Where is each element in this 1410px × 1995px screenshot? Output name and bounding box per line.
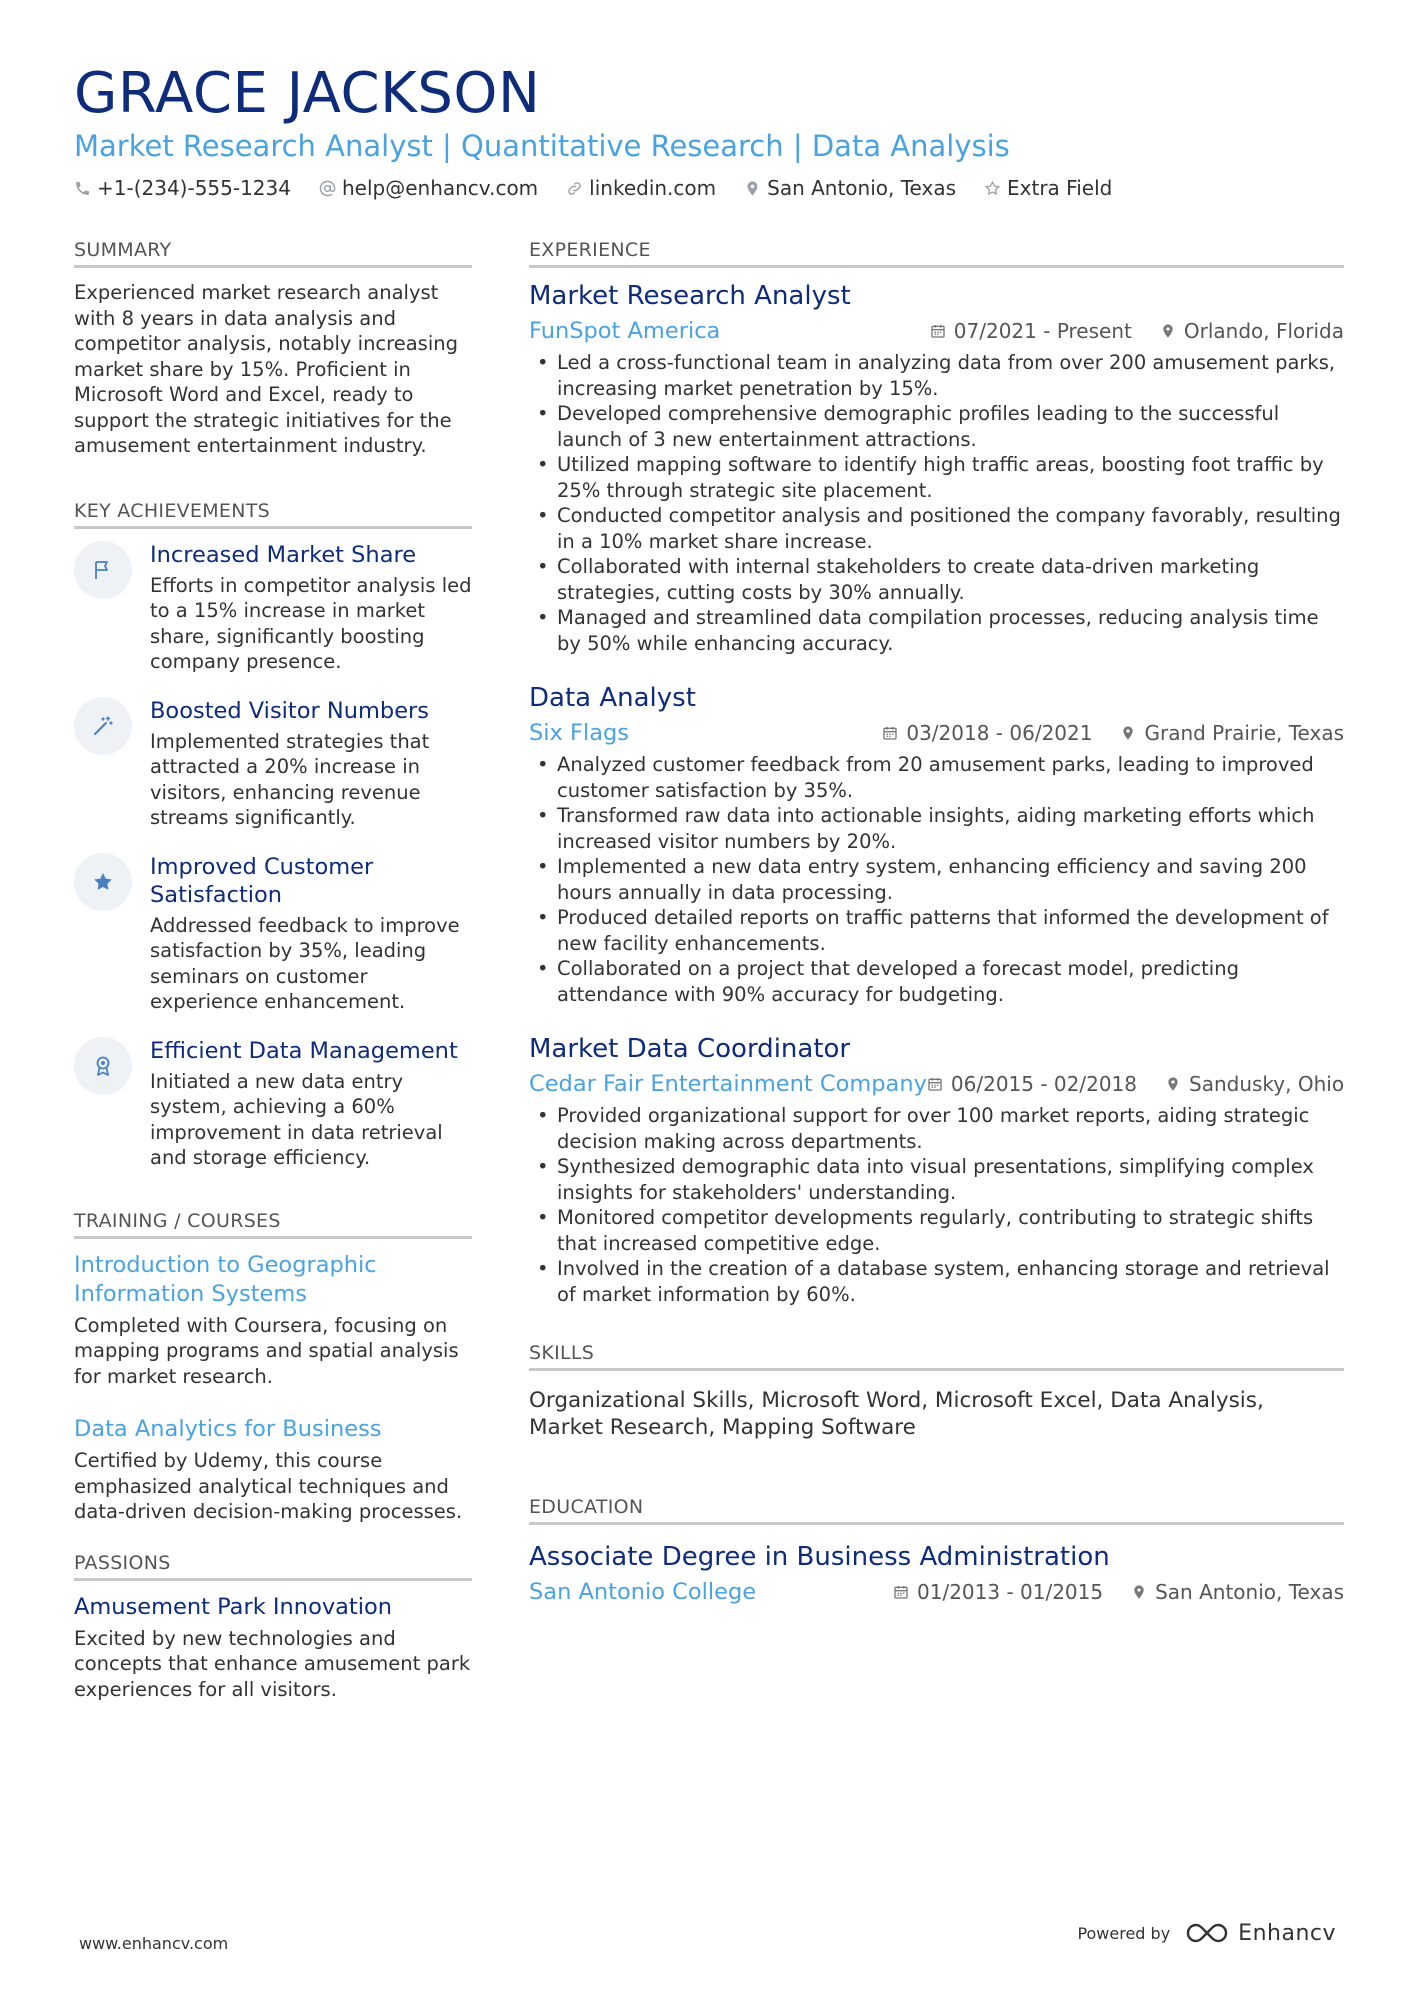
left-column	[74, 238, 472, 1702]
summary-text: Experienced market research analyst with 8 years in data analysis and competitor analysis, notably increasing market share by 15%. Proficient in Microsoft Word and Excel, ready to support the strategic initiatives for the amusement entertainment industry.	[74, 281, 458, 457]
job-location-text: Grand Prairie, Texas	[1144, 721, 1344, 745]
email-text: help@enhancv.com	[341, 176, 539, 200]
job-entry	[529, 280, 1344, 656]
training-section	[74, 1209, 472, 1525]
company-name[interactable]: FunSpot America	[529, 318, 721, 344]
job-dates-text: 07/2021 - Present	[953, 319, 1132, 343]
location-pin-icon	[1131, 1584, 1147, 1600]
school-name[interactable]: San Antonio College	[529, 1579, 757, 1605]
contact-phone[interactable]	[74, 176, 291, 200]
job-title: Market Data Coordinator	[529, 1034, 851, 1064]
skills-text: Organizational Skills, Microsoft Word, Microsoft Excel, Data Analysis, Market Research, Mapping Software	[529, 1388, 1264, 1440]
job-bullet: • Transformed raw data into actionable insights, aiding marketing efforts which increased visitor numbers by 20%.	[529, 803, 1344, 854]
location-text: San Antonio, Texas	[767, 176, 957, 200]
job-meta	[529, 718, 1344, 748]
education-entry	[529, 1541, 1344, 1607]
calendar-icon	[927, 1076, 943, 1092]
job-dates	[882, 721, 1092, 745]
education-meta	[529, 1577, 1344, 1607]
training-heading: TRAINING / COURSES	[74, 1209, 472, 1239]
course-title[interactable]: Introduction to Geographic Information Systems	[74, 1251, 377, 1307]
job-bullet: • Utilized mapping software to identify high traffic areas, boosting foot traffic by 25% through strategic site placement.	[529, 452, 1344, 503]
achievement-item	[74, 1037, 472, 1171]
job-bullet: • Led a cross-functional team in analyzing data from over 200 amusement parks, increasing market penetration by 15%.	[529, 350, 1344, 401]
job-bullets	[529, 752, 1344, 1007]
passions-heading: PASSIONS	[74, 1551, 472, 1581]
job-bullet: • Involved in the creation of a database system, enhancing storage and retrieval of market information by 60%.	[529, 1256, 1344, 1307]
contact-email[interactable]	[319, 176, 538, 200]
flag-icon	[91, 558, 115, 582]
course-text: Completed with Coursera, focusing on mapping programs and spatial analysis for market research.	[74, 1313, 459, 1388]
achievement-item	[74, 853, 472, 1015]
achievement-text: Addressed feedback to improve satisfaction by 35%, leading seminars on customer experience enhancement.	[150, 913, 460, 1013]
award-icon	[91, 1054, 115, 1078]
achievement-icon-wrap	[74, 1037, 132, 1095]
skills-section	[529, 1341, 1344, 1441]
star-outline-icon	[984, 180, 1001, 197]
linkedin-text: linkedin.com	[589, 176, 717, 200]
calendar-icon	[882, 725, 898, 741]
passion-text: Excited by new technologies and concepts that enhance amusement park experiences for all visitors.	[74, 1626, 471, 1701]
company-name[interactable]: Cedar Fair Entertainment Company	[529, 1071, 927, 1097]
job-bullet: • Conducted competitor analysis and positioned the company favorably, resulting in a 10% market share increase.	[529, 503, 1344, 554]
skills-heading: SKILLS	[529, 1341, 1344, 1371]
education-location	[1131, 1580, 1344, 1604]
job-bullet: • Implemented a new data entry system, enhancing efficiency and saving 200 hours annually in data processing.	[529, 854, 1344, 905]
candidate-name: GRACE JACKSON	[74, 61, 541, 126]
passion-item	[74, 1593, 472, 1703]
course-item	[74, 1415, 472, 1525]
location-pin-icon	[1160, 323, 1176, 339]
education-dates-text: 01/2013 - 01/2015	[917, 1580, 1104, 1604]
job-dates	[930, 319, 1132, 343]
job-location	[1120, 721, 1344, 745]
location-pin-icon	[1165, 1076, 1181, 1092]
star-icon	[91, 870, 115, 894]
achievement-text: Efforts in competitor analysis led to a 15% increase in market share, significantly boosting company presence.	[150, 573, 472, 673]
location-pin-icon	[1120, 725, 1136, 741]
calendar-icon	[893, 1584, 909, 1600]
brand-name: Enhancv	[1238, 1920, 1336, 1946]
job-bullet: • Monitored competitor developments regularly, contributing to strategic shifts that increased competitive edge.	[529, 1205, 1344, 1256]
job-title: Market Research Analyst	[529, 281, 851, 311]
achievement-title: Efficient Data Management	[150, 1037, 458, 1064]
achievement-item	[74, 541, 472, 675]
job-bullet: • Collaborated with internal stakeholders to create data-driven marketing strategies, cutting costs by 30% annually.	[529, 554, 1344, 605]
education-section	[529, 1495, 1344, 1607]
education-dates	[893, 1580, 1103, 1604]
education-heading: EDUCATION	[529, 1495, 1344, 1525]
right-column	[529, 238, 1344, 1607]
job-location-text: Orlando, Florida	[1183, 319, 1344, 343]
job-bullet: • Produced detailed reports on traffic patterns that informed the development of new facility enhancements.	[529, 905, 1344, 956]
phone-text: +1-(234)-555-1234	[97, 176, 291, 200]
summary-heading: SUMMARY	[74, 238, 472, 268]
passions-section	[74, 1551, 472, 1703]
job-dates-text: 03/2018 - 06/2021	[906, 721, 1093, 745]
achievement-icon-wrap	[74, 541, 132, 599]
company-name[interactable]: Six Flags	[529, 720, 629, 746]
summary-section	[74, 238, 472, 459]
job-bullet: • Managed and streamlined data compilation processes, reducing analysis time by 50% while enhancing accuracy.	[529, 605, 1344, 656]
job-location	[1160, 319, 1344, 343]
footer-website[interactable]: www.enhancv.com	[79, 1934, 229, 1953]
course-text: Certified by Udemy, this course emphasized analytical techniques and data-driven decision-making processes.	[74, 1449, 463, 1523]
contact-extra	[984, 176, 1112, 200]
job-bullet: • Synthesized demographic data into visual presentations, simplifying complex insights for stakeholders' understanding.	[529, 1154, 1344, 1205]
experience-heading: EXPERIENCE	[529, 238, 1344, 268]
job-title: Data Analyst	[529, 683, 696, 713]
job-entry	[529, 682, 1344, 1007]
job-bullets	[529, 1103, 1344, 1307]
course-item	[74, 1251, 472, 1390]
achievement-icon-wrap	[74, 697, 132, 755]
achievements-heading: KEY ACHIEVEMENTS	[74, 499, 472, 529]
achievement-text: Implemented strategies that attracted a 20% increase in visitors, enhancing revenue streams significantly.	[150, 729, 430, 829]
education-location-text: San Antonio, Texas	[1155, 1580, 1344, 1604]
achievement-title: Improved Customer Satisfaction	[150, 853, 374, 908]
job-bullet: • Developed comprehensive demographic profiles leading to the successful launch of 3 new entertainment attractions.	[529, 401, 1344, 452]
phone-icon	[74, 180, 91, 197]
job-dates	[927, 1072, 1137, 1096]
contact-bar	[74, 176, 1344, 200]
job-bullet: • Analyzed customer feedback from 20 amusement parks, leading to improved customer satisfaction by 35%.	[529, 752, 1344, 803]
resume-header	[74, 62, 1344, 200]
calendar-icon	[930, 323, 946, 339]
job-location-text: Sandusky, Ohio	[1189, 1072, 1345, 1096]
job-entry	[529, 1033, 1344, 1307]
location-pin-icon	[744, 180, 761, 197]
footer-branding	[1077, 1920, 1336, 1946]
job-location	[1165, 1072, 1344, 1096]
achievement-title: Boosted Visitor Numbers	[150, 697, 430, 724]
job-bullet: • Collaborated on a project that developed a forecast model, predicting attendance with 90% accuracy for budgeting.	[529, 956, 1344, 1007]
job-meta	[529, 1069, 1344, 1099]
achievement-text: Initiated a new data entry system, achieving a 60% improvement in data retrieval and storage efficiency.	[150, 1069, 443, 1169]
powered-by-text: Powered by	[1077, 1923, 1171, 1943]
achievement-item	[74, 697, 472, 831]
extra-text: Extra Field	[1007, 176, 1113, 200]
experience-section	[529, 238, 1344, 1307]
passion-title: Amusement Park Innovation	[74, 1593, 393, 1620]
job-dates-text: 06/2015 - 02/2018	[950, 1072, 1138, 1096]
job-bullet: • Provided organizational support for over 100 market reports, aiding strategic decision making across departments.	[529, 1103, 1344, 1154]
magic-wand-icon	[91, 714, 115, 738]
link-icon	[566, 180, 583, 197]
enhancv-logo-icon	[1184, 1920, 1230, 1946]
degree-title: Associate Degree in Business Administration	[529, 1542, 1110, 1572]
contact-location	[744, 176, 956, 200]
course-title[interactable]: Data Analytics for Business	[74, 1416, 382, 1442]
candidate-headline: Market Research Analyst | Quantitative Research | Data Analysis	[74, 129, 1010, 163]
contact-linkedin[interactable]	[566, 176, 716, 200]
achievement-title: Increased Market Share	[150, 541, 417, 568]
at-icon	[319, 180, 336, 197]
job-meta	[529, 316, 1344, 346]
achievement-icon-wrap	[74, 853, 132, 911]
achievements-section	[74, 499, 472, 1171]
brand-logo[interactable]	[1184, 1920, 1336, 1946]
job-bullets	[529, 350, 1344, 656]
